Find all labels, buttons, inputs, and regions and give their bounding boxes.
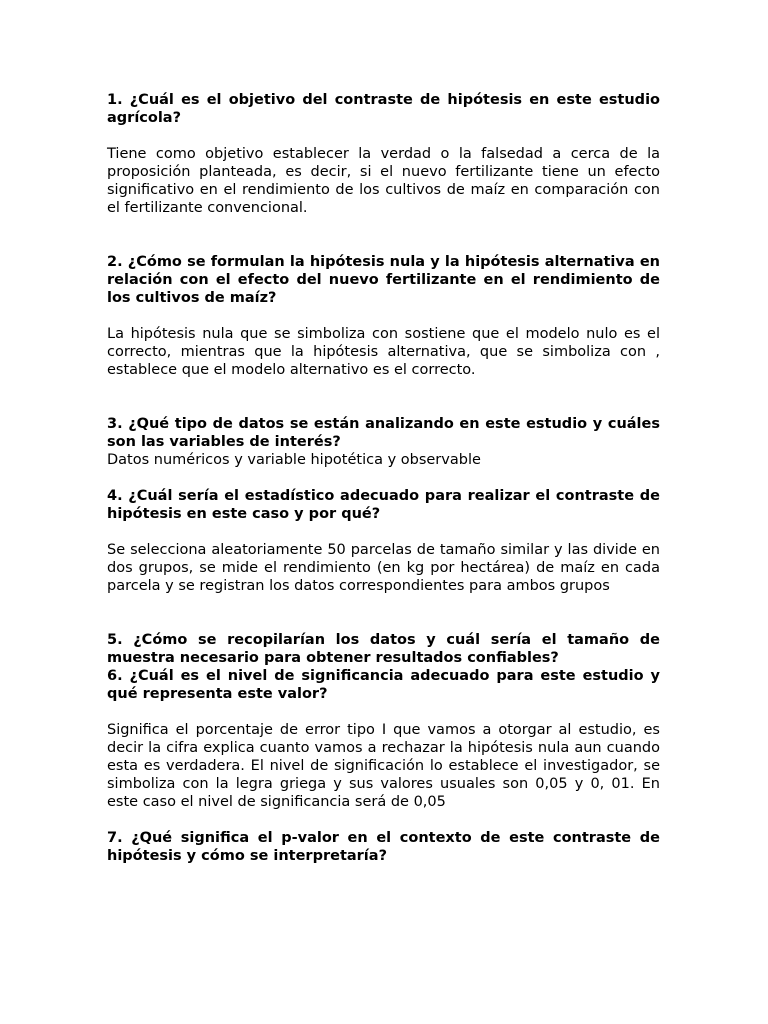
question-5: 5. ¿Cómo se recopilarían los datos y cuál sería el tamaño de muestra necesario para obtener resultados confiables? bbox=[107, 632, 660, 666]
answer-3: Datos numéricos y variable hipotética y observable bbox=[107, 452, 481, 468]
question-6: 6. ¿Cuál es el nivel de significancia adecuado para este estudio y qué representa este valor? bbox=[107, 668, 660, 702]
question-2: 2. ¿Cómo se formulan la hipótesis nula y la hipótesis alternativa en relación con el efecto del nuevo fertilizante en el rendimiento de los cultivos de maíz? bbox=[107, 254, 660, 306]
question-4: 4. ¿Cuál sería el estadístico adecuado para realizar el contraste de hipótesis en este caso y por qué? bbox=[107, 488, 660, 522]
question-3: 3. ¿Qué tipo de datos se están analizando en este estudio y cuáles son las variables de interés? bbox=[107, 416, 660, 450]
answer-6: Significa el porcentaje de error tipo I que vamos a otorgar al estudio, es decir la cifra explica cuanto vamos a rechazar la hipótesis nula aun cuando esta es verdadera. El nivel de significación lo establece el investigador, se simboliza con la legra griega y sus valores usuales son 0,05 y 0, 01. En este caso el nivel de significancia será de 0,05 bbox=[107, 722, 660, 810]
question-1: 1. ¿Cuál es el objetivo del contraste de hipótesis en este estudio agrícola? bbox=[107, 92, 660, 126]
answer-2: La hipótesis nula que se simboliza con sostiene que el modelo nulo es el correcto, mientras que la hipótesis alternativa, que se simboliza con , establece que el modelo alternativo es el correcto. bbox=[107, 326, 660, 378]
answer-4: Se selecciona aleatoriamente 50 parcelas de tamaño similar y las divide en dos grupos, se mide el rendimiento (en kg por hectárea) de maíz en cada parcela y se registran los datos correspondientes para ambos grupos bbox=[107, 542, 660, 594]
answer-1: Tiene como objetivo establecer la verdad o la falsedad a cerca de la proposición planteada, es decir, si el nuevo fertilizante tiene un efecto significativo en el rendimiento de los cultivos de maíz en comparación con el fertilizante convencional. bbox=[107, 146, 660, 216]
question-7: 7. ¿Qué significa el p-valor en el contexto de este contraste de hipótesis y cómo se interpretaría? bbox=[107, 830, 660, 864]
